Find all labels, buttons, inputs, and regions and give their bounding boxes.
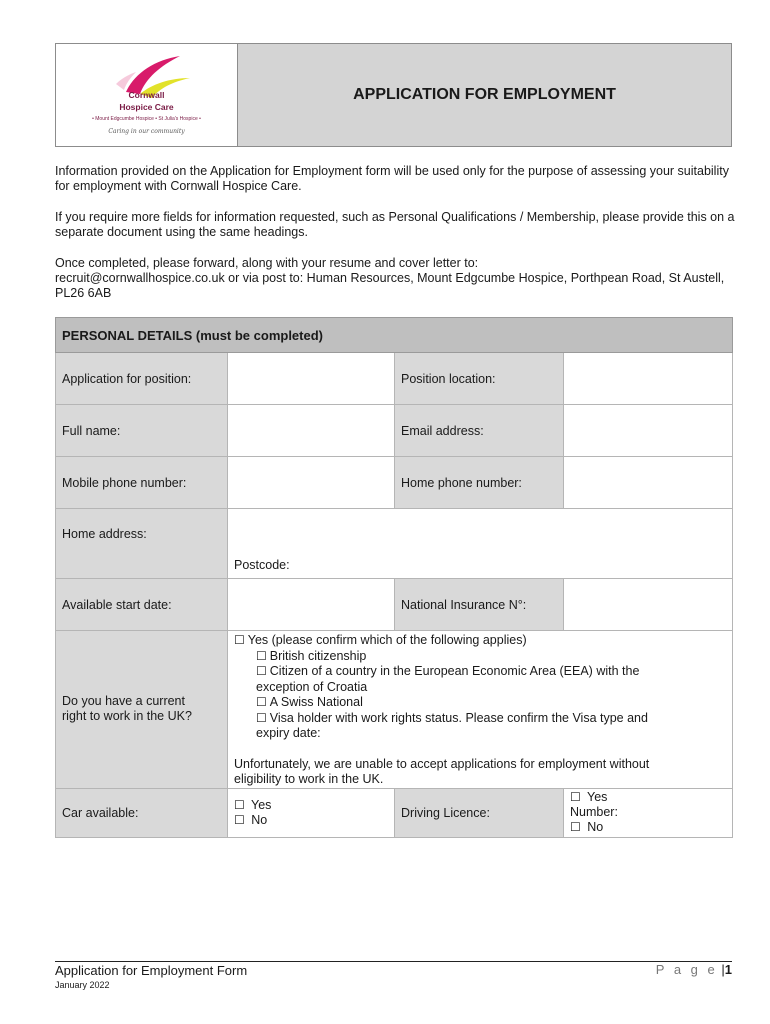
right-to-work-options [228,631,733,789]
licence-yes-option[interactable] [570,790,726,805]
section-title: PERSONAL DETAILS (must be completed) [56,318,733,353]
home-address-field[interactable] [228,509,733,579]
licence-number-label: Number: [570,805,618,819]
licence-no-option[interactable] [570,820,726,835]
intro-paragraph-more-fields: If you require more fields for information requested, such as Personal Qualifications / Membership, please provide this on a separate document using the same headings. [55,210,735,239]
checkbox-icon[interactable]: ☐ [234,812,245,827]
rtw-note-line1: Unfortunately, we are unable to accept applications for employment without [234,756,650,771]
application-position-label: Application for position: [56,353,228,405]
postcode-label: Postcode: [234,558,290,572]
home-phone-label: Home phone number: [395,457,564,509]
checkbox-icon[interactable]: ☐ [256,695,267,709]
footer-date: January 2022 [55,980,110,990]
rtw-note-line2: eligibility to work in the UK. [234,772,384,786]
rtw-yes-text: Yes (please confirm which of the following applies) [247,633,527,647]
rtw-visa-text: Visa holder with work rights status. Please confirm the Visa type and [269,710,648,725]
position-location-field[interactable] [564,353,733,405]
ni-number-field[interactable] [564,579,733,631]
checkbox-icon[interactable]: ☐ [256,664,267,678]
cornwall-hospice-logo [56,44,238,146]
footer-page-number [656,962,732,977]
page-title: APPLICATION FOR EMPLOYMENT [353,86,616,103]
driving-licence-options [564,788,733,837]
rtw-eea-option[interactable] [234,664,726,695]
logo-name-line2: Hospice Care [119,102,174,112]
licence-no-text: No [587,820,604,834]
home-address-label: Home address: [56,509,228,579]
full-name-field[interactable] [228,405,395,457]
rtw-visa-option[interactable] [234,711,726,742]
right-to-work-label-line2: right to work in the UK? [62,709,192,724]
page-label: P a g e [655,962,718,977]
application-position-field[interactable] [228,353,395,405]
logo-name-line1: Cornwall [128,90,165,100]
checkbox-icon[interactable]: ☐ [570,790,581,804]
checkbox-icon[interactable]: ☐ [234,797,245,812]
checkbox-icon[interactable]: ☐ [234,633,245,647]
home-phone-field[interactable] [564,457,733,509]
start-date-field[interactable] [228,579,395,631]
car-yes-option[interactable] [234,798,388,813]
email-label: Email address: [395,405,564,457]
ni-number-label: National Insurance N°: [395,579,564,631]
submission-line1: Once completed, please forward, along with your resume and cover letter to: [55,256,479,270]
right-to-work-label-line1: Do you have a current [62,694,185,709]
start-date-label: Available start date: [56,579,228,631]
page-separator: | [721,962,725,977]
title-box [238,44,731,146]
logo-tagline: Caring in our community [108,128,185,135]
email-field[interactable] [564,405,733,457]
rtw-note [234,757,726,788]
rtw-swiss-option[interactable] [234,695,726,711]
rtw-yes-option[interactable] [234,633,726,649]
checkbox-icon[interactable]: ☐ [256,648,267,663]
car-no-option[interactable] [234,813,388,828]
rtw-british-text: British citizenship [269,648,367,663]
car-available-label: Car available: [56,788,228,837]
checkbox-icon[interactable]: ☐ [570,820,581,834]
car-no-text: No [251,812,268,827]
full-name-label: Full name: [56,405,228,457]
driving-licence-label: Driving Licence: [395,788,564,837]
submission-address: recruit@cornwallhospice.co.uk or via post to: Human Resources, Mount Edgcumbe Hospice, Porthpean Road, St Austell, PL26 6AB [55,271,725,300]
document-header [55,43,732,147]
logo-subline: • Mount Edgcumbe Hospice • St Julia's Hospice • [92,116,201,122]
footer-divider [55,961,732,962]
right-to-work-label [56,631,228,789]
intro-paragraph-submission [55,256,735,301]
licence-yes-text: Yes [587,790,608,804]
car-available-options [228,788,395,837]
intro-paragraph-purpose: Information provided on the Application for Employment form will be used only for the purpose of assessing your suitability for employment with Cornwall Hospice Care. [55,164,729,193]
checkbox-icon[interactable]: ☐ [256,710,267,725]
car-yes-text: Yes [251,797,272,812]
rtw-visa-text-line2: expiry date: [256,726,321,740]
rtw-eea-text-line2: exception of Croatia [256,679,368,694]
rtw-eea-text: Citizen of a country in the European Economic Area (EEA) with the [269,664,640,678]
footer-form-name: Application for Employment Form [55,963,248,978]
position-location-label: Position location: [395,353,564,405]
personal-details-table [55,317,733,838]
mobile-phone-field[interactable] [228,457,395,509]
mobile-phone-label: Mobile phone number: [56,457,228,509]
rtw-swiss-text: A Swiss National [269,695,363,709]
rtw-british-option[interactable] [234,649,726,665]
page-number: 1 [724,962,732,977]
